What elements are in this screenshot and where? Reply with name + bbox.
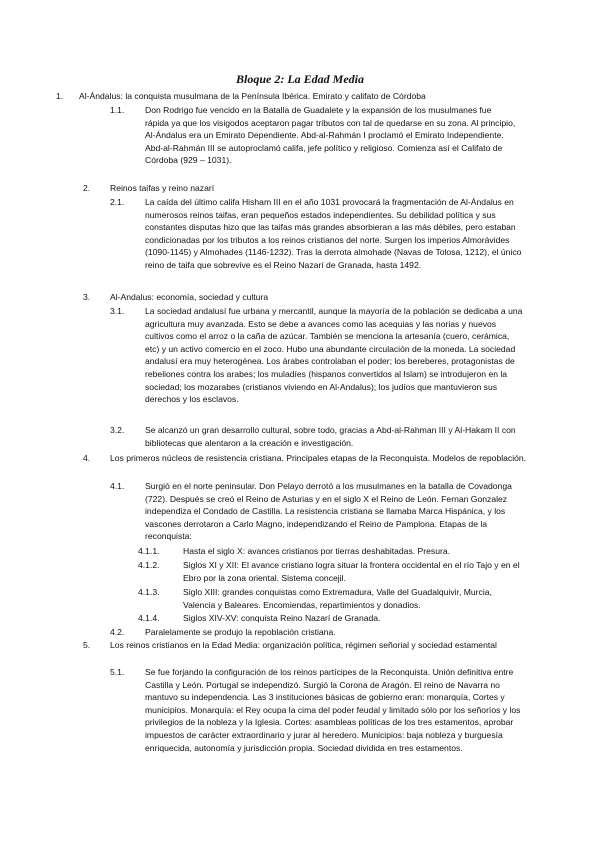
item-number: 3.2. (110, 425, 125, 435)
section-heading: Los primeros núcleos de resistencia cristiana. Principales etapas de la Reconquista. Modelos de repoblación. (110, 453, 527, 463)
item-text: Paralelamente se produjo la repoblación cristiana. (145, 627, 336, 637)
item-text: La sociedad andalusí fue urbana y mercantil, aunque la mayoría de la población se dedicaba a una agricultura muy avanzada. Esto se debe a avances como las acequias y las norias y nuevos cultivos como el arroz o la caña de azúcar. También se menciona la artesanía (cuero, cerámica, etc) y un activo comercio en el zoco. Hubo una abundante circulación de la moneda. La sociedad andalusí era muy heterogénea. Los árabes controlaban el poder; los bereberes, protagonistas de rebeliones contra los arabes; los muladíes (hispanos convertidos al Islam) se introdujeron en la sociedad; los mozarabes (cristianos viviendo en Al-Andalus); los judíos que mantuvieron sus derechos y los esclavos. (145, 306, 523, 405)
item-text: Don Rodrigo fue vencido en la Batalla de Guadalete y la expansión de los musulmanes fue rápida ya que los visigodos aceptaron pagar tributos con tal de quedarse en su zona. Al principio, Al-Ándalus era un Emirato Dependiente. Abd-al-Rahmán I proclamó el Emirato Independiente. Abd-al-Rahmán III se autoproclamó califa, jefe político y religioso. Comienza así el Califato de Córdoba (929 – 1031). (145, 105, 516, 166)
item-number: 1.1. (110, 105, 125, 115)
item-text: La caída del último califa Hisham III en el año 1031 provocará la fragmentación de Al-Ándalus en numerosos reinos taifas, eran pequeños estados independientes. Su debilidad política y sus constantes disputas hizo que las taifas más grandes absorbieran a las más débiles, pero estaban condicionadas por los tributos a los reinos cristianos del norte. Surgen los imperios Almorávides (1090-1145) y Almohades (1146-1232). Tras la derrota almohade (Navas de Tolosa, 1212), el único reino de taifa que sobrevive es el Reino Nazarí de Granada, hasta 1492. (145, 197, 522, 270)
item-number: 3.1. (110, 306, 125, 316)
subitem-text: Siglos XIV-XV: conquista Reino Nazarí de Granada. (183, 613, 381, 623)
document-title: Bloque 2: La Edad Media (236, 72, 364, 86)
item-number: 2.1. (110, 197, 125, 207)
item-number: 5.1. (110, 667, 125, 677)
subitem-number: 4.1.3. (138, 587, 160, 597)
subitem-number: 4.1.4. (138, 613, 160, 623)
item-text: Se alcanzó un gran desarrollo cultural, sobre todo, gracias a Abd-al-Rahman III y Al-Hakam II con bibliotecas que alentaron a la creación e investigación. (145, 425, 516, 448)
item-number: 4.2. (110, 627, 125, 637)
subitem-text: Hasta el siglo X: avances cristianos por tierras deshabitadas. Presura. (183, 546, 451, 556)
section-number: 4. (83, 453, 91, 463)
section-number: 1. (56, 91, 64, 101)
subitem-text: Siglos XI y XII: El avance cristiano logra situar la frontera occidental en el río Tajo y en el Ebro por la zona oriental. Sistema concejil. (183, 560, 520, 583)
subitem-text: Siglo XIII: grandes conquistas como Extremadura, Valle del Guadalquivir, Murcia, Valencia y Baleares. Encomiendas, repartimientos y donadios. (183, 587, 492, 610)
section-number: 5. (83, 640, 91, 650)
section-heading: Al-Ándalus: la conquista musulmana de la Península Ibérica. Emirato y califato de Córdoba (79, 91, 426, 101)
item-number: 4.1. (110, 481, 125, 491)
section-heading: Los reinos cristianos en la Edad Media: organización política, régimen señorial y sociedad estamental (110, 640, 497, 650)
section-number: 3. (83, 292, 91, 302)
subitem-number: 4.1.2. (138, 560, 160, 570)
section-heading: Al-Andalus: economía, sociedad y cultura (110, 292, 269, 302)
item-text: Se fue forjando la configuración de los reinos partícipes de la Reconquista. Unión definitiva entre Castilla y León. Portugal se independizó. Surgió la Corona de Aragón. El reino de Navarra no mantuvo su independencia. Las 3 instituciones básicas de gobierno eran: monarquía, Cortes y municipios. Monarquía: el Rey ocupa la cima del poder feudal y limitado sólo por los señoríos y los privilegios de la nobleza y la Iglesia. Cortes: asambleas políticas de los tres estamentos, aprobar impuestos de carácter extraordinario y jurar al heredero. Municipios: baja nobleza y burguesía enriquecida, autonomía y jurisdicción propia. Sociedad dividida en tres estamentos. (145, 667, 521, 753)
section-heading: Reinos taifas y reino nazarí (110, 183, 215, 193)
subitem-number: 4.1.1. (138, 546, 160, 556)
item-text: Surgió en el norte peninsular. Don Pelayo derrotó a los musulmanes en la batalla de Covadonga (722). Después se creó el Reino de Asturias y en el siglo X el Reino de León. Fernan Gonzalez independiza el Condado de Castilla. La resistencia cristiana se llamaba Marca Hispánica, y los vascones derrotaron a Carlo Magno, independizando el Reino de Pamplona. Etapas de la reconquista: (145, 481, 512, 542)
section-number: 2. (83, 183, 91, 193)
